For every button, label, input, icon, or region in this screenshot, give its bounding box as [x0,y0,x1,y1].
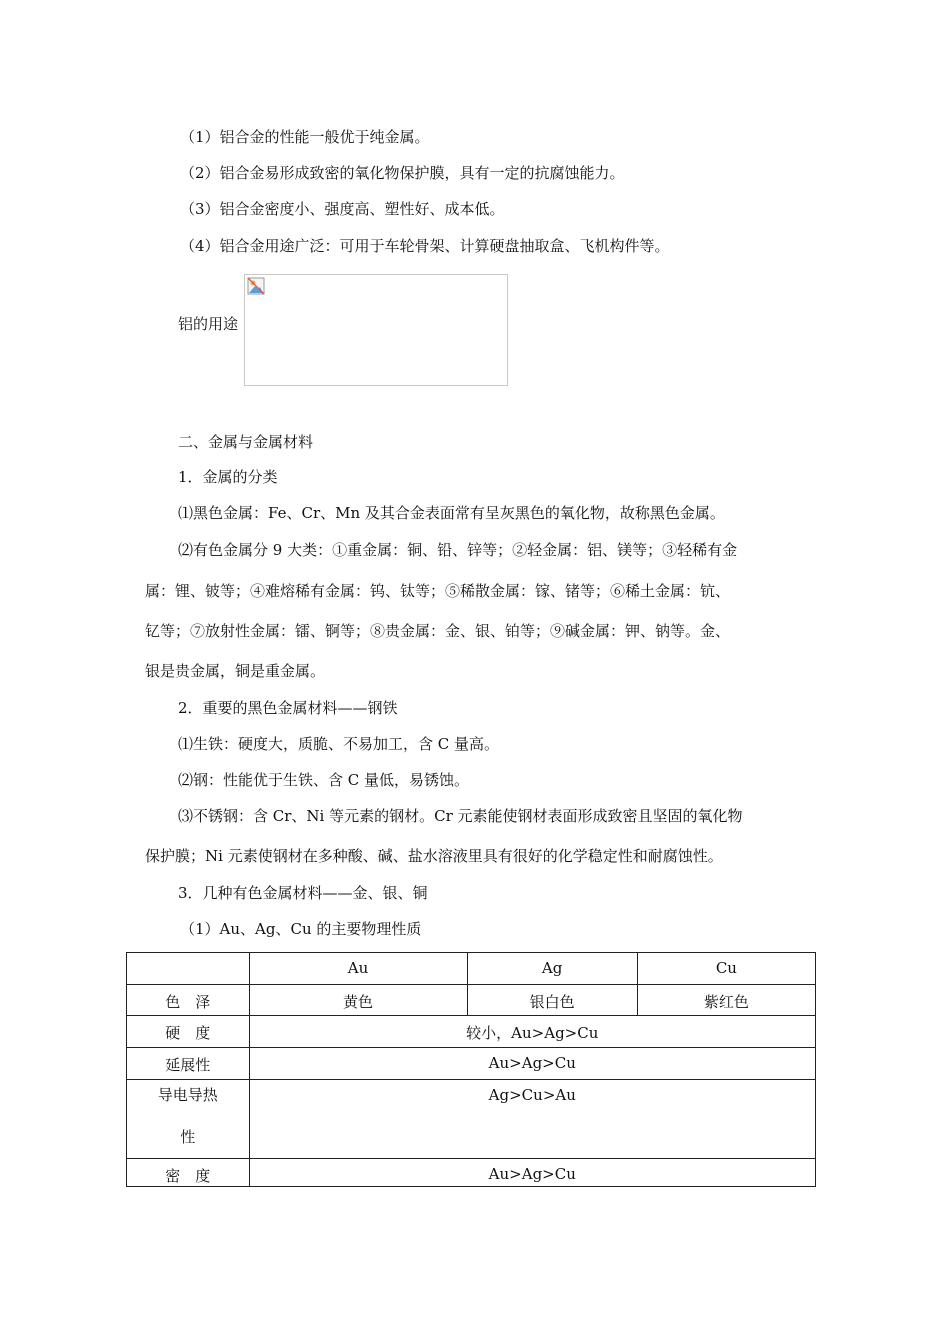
header-au: Au [249,953,467,985]
alloy-point-2: （2）铝合金易形成致密的氧化物保护膜，具有一定的抗腐蚀能力。 [180,164,625,182]
table-row [127,1016,816,1048]
table-row [127,1080,816,1159]
cell-conductivity: Ag>Cu>Au [249,1080,815,1159]
subsection-3-title: 3．几种有色金属材料——金、银、铜 [178,884,428,902]
pig-iron-paragraph: ⑴生铁：硬度大，质脆、不易加工，含 C 量高。 [178,735,500,753]
broken-image-icon [247,277,265,295]
section-heading: 二、金属与金属材料 [178,433,314,451]
nonferrous-paragraph-line-3: 钇等；⑦放射性金属：镭、锕等；⑧贵金属：金、银、铂等；⑨碱金属：钾、钠等。金、 [145,622,731,640]
row-label-hardness: 硬 度 [127,1016,250,1048]
aluminum-uses-image [244,274,508,386]
alloy-point-4: （4）铝合金用途广泛：可用于车轮骨架、计算硬盘抽取盒、飞机构件等。 [180,237,670,255]
header-cu: Cu [637,953,815,985]
ferrous-metal-paragraph: ⑴黑色金属：Fe、Cr、Mn 及其合金表面常有呈灰黑色的氧化物，故称黑色金属。 [178,504,725,522]
steel-paragraph: ⑵钢：性能优于生铁、含 C 量低，易锈蚀。 [178,771,470,789]
cell-ductility: Au>Ag>Cu [249,1048,815,1080]
stainless-paragraph-line-2: 保护膜；Ni 元素使钢材在多种酸、碱、盐水溶液里具有很好的化学稳定性和耐腐蚀性。 [145,847,723,865]
cell-color-cu: 紫红色 [637,985,815,1016]
conductivity-label-line-1: 导电导热 [157,1086,218,1104]
table-row [127,1159,816,1187]
cell-density: Au>Ag>Cu [249,1159,815,1187]
row-label-conductivity [127,1080,250,1159]
cell-color-au: 黄色 [249,985,467,1016]
subsection-1-title: 1．金属的分类 [178,468,278,486]
row-label-ductility: 延展性 [127,1048,250,1080]
header-ag: Ag [467,953,637,985]
conductivity-label-line-2: 性 [180,1128,196,1146]
table-corner-cell [127,953,250,985]
nonferrous-paragraph-line-2: 属：锂、铍等；④难熔稀有金属：钨、钛等；⑤稀散金属：镓、锗等；⑥稀土金属：钪、 [145,582,731,600]
aluminum-uses-label: 铝的用途 [178,315,239,333]
subsection-2-title: 2．重要的黑色金属材料——钢铁 [178,699,398,717]
alloy-point-1: （1）铝合金的性能一般优于纯金属。 [180,128,430,146]
alloy-point-3: （3）铝合金密度小、强度高、塑性好、成本低。 [180,200,505,218]
table-header-row [127,953,816,985]
metal-properties-table [126,952,816,1187]
nonferrous-paragraph-line-1: ⑵有色金属分 9 大类：①重金属：铜、铅、锌等；②轻金属：铝、镁等；③轻稀有金 [178,541,738,559]
stainless-paragraph-line-1: ⑶不锈钢：含 Cr、Ni 等元素的钢材。Cr 元素能使钢材表面形成致密且坚固的氧化物 [178,807,743,825]
row-label-density: 密 度 [127,1159,250,1187]
cell-color-ag: 银白色 [467,985,637,1016]
row-label-color: 色 泽 [127,985,250,1016]
properties-table-caption: （1）Au、Ag、Cu 的主要物理性质 [180,920,422,938]
cell-hardness: 较小，Au>Ag>Cu [249,1016,815,1048]
nonferrous-paragraph-line-4: 银是贵金属，铜是重金属。 [145,662,326,680]
table-row [127,985,816,1016]
